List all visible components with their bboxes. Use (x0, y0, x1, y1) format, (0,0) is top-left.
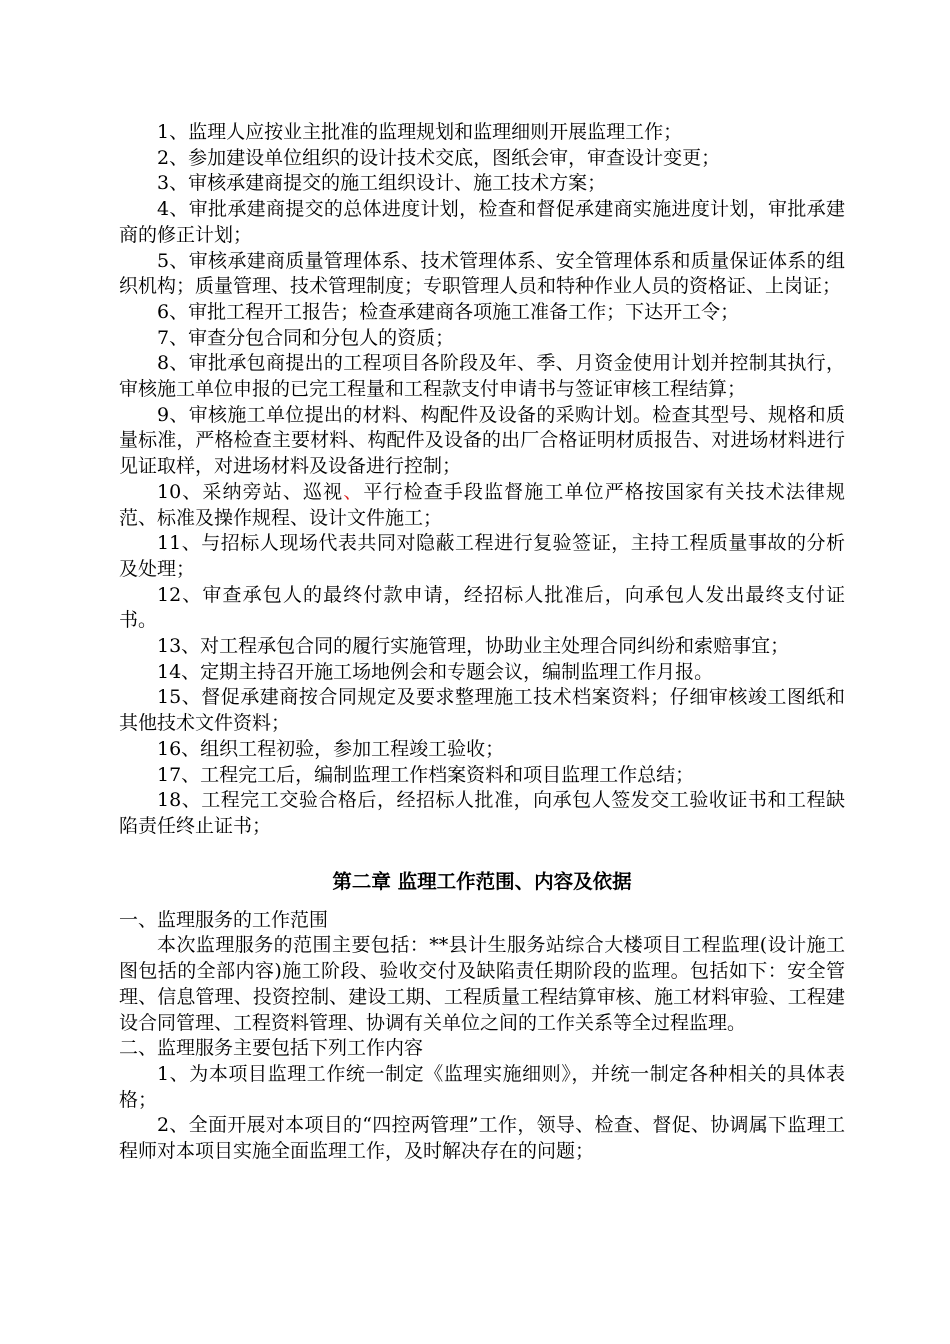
duty-item-7: 7、审查分包合同和分包人的资质； (157, 326, 455, 349)
duty-item-1: 1、监理人应按业主批准的监理规划和监理细则开展监理工作； (157, 121, 683, 143)
duty-item-5: 5、审核承建商质量管理体系、技术管理体系、安全管理体系和质量保证体系的组织机构；质量管理、技术管理制度；专职管理人员和特种作业人员的资格证、上岗证； (119, 249, 845, 298)
duty-item-4: 4、审批承建商提交的总体进度计划，检查和督促承建商实施进度计划，审批承建商的修正计划； (119, 198, 845, 246)
duty-item-16: 16、组织工程初验，参加工程竣工验收； (157, 737, 505, 760)
duty-item-11: 11、与招标人现场代表共同对隐蔽工程进行复验签证，主持工程质量事故的分析及处理； (119, 532, 845, 580)
section-1-title: 一、监理服务的工作范围 (119, 908, 329, 931)
section-2-item-1: 1、为本项目监理工作统一制定《监理实施细则》，并统一制定各种相关的具体表格； (119, 1062, 845, 1111)
duty-item-2: 2、参加建设单位组织的设计技术交底，图纸会审，审查设计变更； (157, 146, 721, 169)
duty-item-15: 15、督促承建商按合同规定及要求整理施工技术档案资料；仔细审核竣工图纸和其他技术文件资料； (119, 686, 845, 735)
duty-item-10-part-c: 平行检查手段监督施工单位严格按国家有关技术法律规范、标准及操作规程、设计文件施工； (119, 480, 845, 529)
duty-item-3: 3、审核承建商提交的施工组织设计、施工技术方案； (157, 172, 607, 195)
duty-item-18: 18、工程完工交验合格后，经招标人批准，向承包人签发交工验收证书和工程缺陷责任终止证书； (119, 789, 845, 837)
duty-item-10-red-mark: 、 (343, 480, 364, 503)
duty-item-12: 12、审查承包人的最终付款申请，经招标人批准后，向承包人发出最终支付证书。 (119, 583, 845, 632)
duty-item-10 (119, 480, 845, 531)
section-2-title: 二、监理服务主要包括下列工作内容 (119, 1037, 424, 1060)
duty-item-13: 13、对工程承包合同的履行实施管理，协助业主处理合同纠纷和索赔事宜； (157, 635, 790, 658)
duty-item-17: 17、工程完工后，编制监理工作档案资料和项目监理工作总结； (157, 763, 695, 786)
duty-item-9: 9、审核施工单位提出的材料、构配件及设备的采购计划。检查其型号、规格和质量标准，严格检查主要材料、构配件及设备的出厂合格证明材质报告、对进场材料进行见证取样，对进场材料及设备进行控制； (119, 403, 845, 478)
document-body (119, 120, 845, 1165)
duty-item-8: 8、审批承包商提出的工程项目各阶段及年、季、月资金使用计划并控制其执行，审核施工单位申报的已完工程量和工程款支付申请书与签证审核工程结算； (119, 352, 845, 401)
duty-item-14: 14、定期主持召开施工场地例会和专题会议，编制监理工作月报。 (157, 660, 714, 683)
duty-item-10-part-a: 10、采纳旁站、巡视 (157, 480, 344, 503)
chapter-title: 第二章 监理工作范围、内容及依据 (332, 869, 632, 893)
duty-item-6: 6、审批工程开工报告；检查承建商各项施工准备工作；下达开工令； (157, 300, 740, 323)
section-2-item-2: 2、全面开展对本项目的“四控两管理”工作，领导、检查、督促、协调属下监理工程师对本项目实施全面监理工作，及时解决存在的问题； (119, 1114, 845, 1163)
section-1-body: 本次监理服务的范围主要包括：**县计生服务站综合大楼项目工程监理(设计施工图包括的全部内容)施工阶段、验收交付及缺陷责任期阶段的监理。包括如下：安全管理、信息管理、投资控制、建设工期、工程质量工程结算审核、施工材料审验、工程建设合同管理、工程资料管理、协调有关单位之间的工作关系等全过程监理。 (119, 934, 845, 1034)
